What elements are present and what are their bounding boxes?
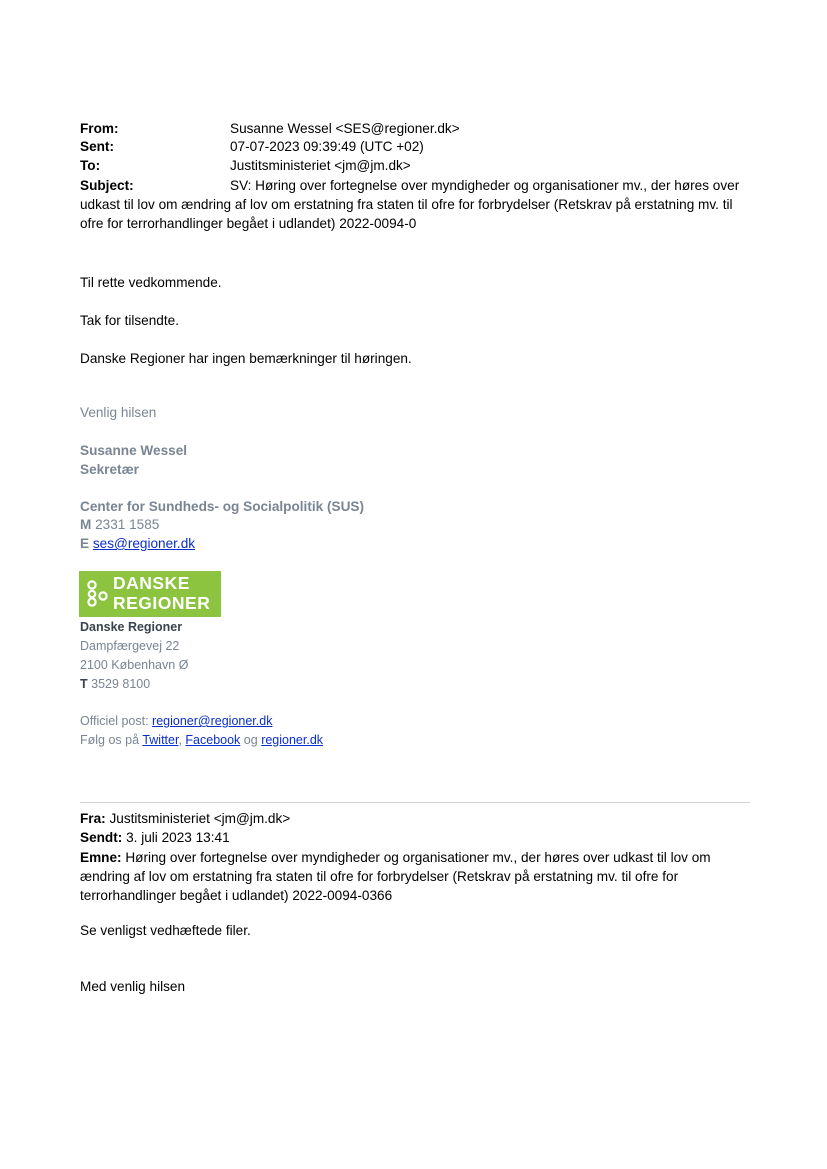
sent-value: 07-07-2023 09:39:49 (UTC +02): [230, 139, 424, 154]
follow-comma: ,: [178, 733, 182, 747]
logo-line-1: DANSKE: [113, 573, 190, 593]
follow-prefix: Følg os på: [80, 733, 140, 747]
phone-value: 3529 8100: [91, 677, 151, 691]
phone-label: T: [80, 677, 88, 691]
signature-department: Center for Sundheds- og Socialpolitik (SUS): [80, 499, 364, 514]
emne-label: Emne:: [80, 850, 122, 865]
email-link[interactable]: ses@regioner.dk: [92, 536, 196, 551]
logo-text: [113, 574, 210, 613]
org-city: 2100 København Ø: [80, 658, 189, 672]
statement-text: Danske Regioner har ingen bemærkninger til høringen.: [80, 351, 412, 366]
subject-block: [80, 176, 750, 233]
emne-value: Høring over fortegnelse over myndigheder og organisationer mv., der høres over udkast til lov om ændring af lov om erstatning fra staten til ofre for forbrydelser (Retskrav på erstatning mv. til ofre for terrorhandlinger begået i udlandet) 2022-0094-0366: [80, 850, 711, 903]
email-label: E: [80, 536, 90, 551]
website-link[interactable]: regioner.dk: [261, 733, 324, 747]
signature-title: Sekretær: [80, 462, 139, 477]
follow-og: og: [243, 733, 258, 747]
greeting-text: Til rette vedkommende.: [80, 275, 222, 290]
quoted-divider: [80, 802, 750, 803]
signature-name: Susanne Wessel: [80, 443, 188, 458]
org-phone: [80, 675, 150, 693]
mobile-value: 2331 1585: [95, 517, 160, 532]
logo-line-2: REGIONER: [113, 592, 211, 613]
to-label: To:: [80, 158, 101, 173]
org-name: Danske Regioner: [80, 620, 183, 634]
from-label: From:: [80, 121, 119, 136]
official-post-label: Officiel post:: [80, 714, 149, 728]
quoted-fra: [80, 810, 290, 828]
subject-value: SV: Høring over fortegnelse over myndigheder og organisationer mv., der høres over udkast til lov om ændring af lov om erstatning fra staten til ofre for forbrydelser (Retskrav på erstatning mv. til ofre for terrorhandlinger begået i udlandet) 2022-0094-0: [80, 178, 740, 231]
thanks-text: Tak for tilsendte.: [80, 313, 179, 328]
signature-mobile: [80, 516, 159, 534]
to-value: Justitsministeriet <jm@jm.dk>: [230, 158, 411, 173]
quoted-closing: Med venlig hilsen: [80, 979, 186, 994]
subject-label: Subject:: [80, 178, 134, 193]
facebook-link[interactable]: Facebook: [185, 733, 241, 747]
signature-email: [80, 535, 195, 553]
official-post-line: [80, 712, 272, 730]
sendt-label: Sendt:: [80, 830, 123, 845]
quoted-emne: [80, 848, 750, 905]
signature-closing: Venlig hilsen: [80, 405, 157, 420]
fra-value: Justitsministeriet <jm@jm.dk>: [109, 811, 291, 826]
from-value: Susanne Wessel <SES@regioner.dk>: [230, 121, 460, 136]
fra-label: Fra:: [80, 811, 106, 826]
follow-line: [80, 731, 323, 749]
sent-label: Sent:: [80, 139, 114, 154]
twitter-link[interactable]: Twitter: [142, 733, 179, 747]
sendt-value: 3. juli 2023 13:41: [126, 830, 230, 845]
mobile-label: M: [80, 517, 92, 532]
logo-rings-icon: [86, 579, 110, 609]
quoted-sendt: [80, 829, 230, 847]
official-post-link[interactable]: regioner@regioner.dk: [152, 714, 273, 728]
attachments-note: Se venligst vedhæftede filer.: [80, 923, 251, 938]
org-street: Dampfærgevej 22: [80, 639, 180, 653]
danske-regioner-logo: [79, 571, 221, 617]
